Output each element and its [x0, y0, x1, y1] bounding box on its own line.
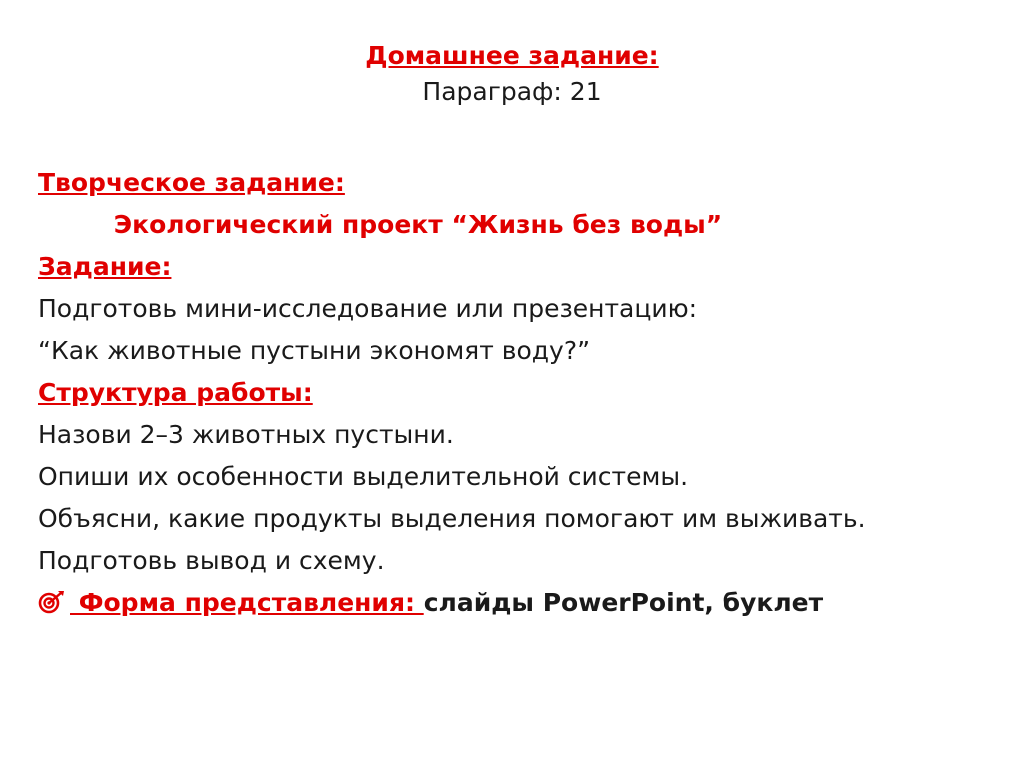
- content-body: [38, 162, 998, 624]
- form-value: слайды PowerPoint, буклет: [423, 588, 824, 617]
- structure-label: Структура работы:: [38, 378, 313, 407]
- structure-item-3: Объясни, какие продукты выделения помогают им выживать.: [38, 504, 866, 533]
- structure-item-4: Подготовь вывод и схему.: [38, 546, 385, 575]
- homework-title: Домашнее задание:: [365, 41, 659, 70]
- task-line-2: “Как животные пустыни экономят воду?”: [38, 336, 591, 365]
- title-block: [0, 38, 1024, 110]
- task-label: Задание:: [38, 252, 172, 281]
- structure-item-1: Назови 2–3 животных пустыни.: [38, 420, 454, 449]
- task-line-1: Подготовь мини-исследование или презентацию:: [38, 294, 698, 323]
- project-title: Экологический проект “Жизнь без воды”: [113, 210, 723, 239]
- target-icon: [38, 585, 66, 609]
- creative-task-label: Творческое задание:: [38, 168, 345, 197]
- paragraph-reference: Параграф: 21: [422, 77, 602, 106]
- form-label: Форма представления:: [70, 588, 424, 617]
- structure-item-2: Опиши их особенности выделительной системы.: [38, 462, 689, 491]
- presentation-form: [38, 582, 998, 624]
